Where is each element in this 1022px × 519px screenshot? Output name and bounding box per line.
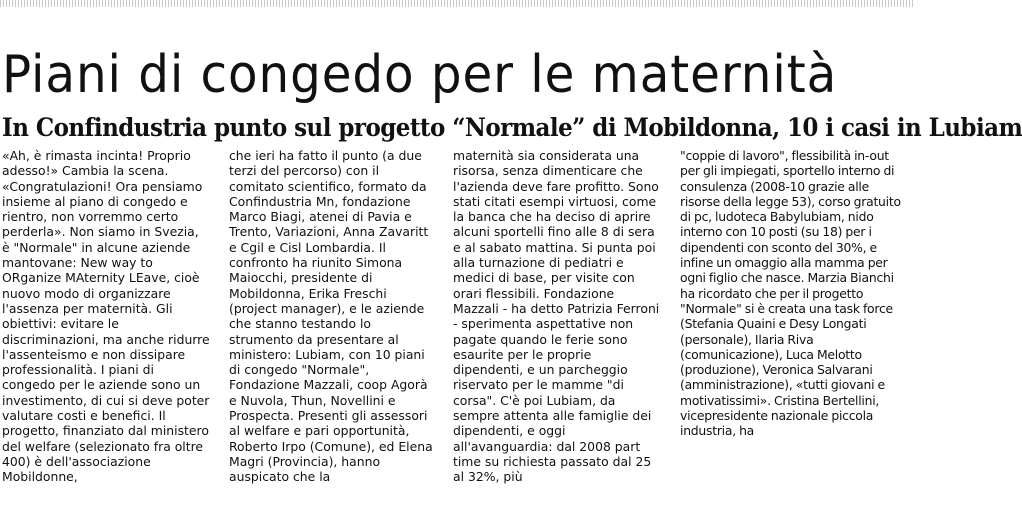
page-top-strip [0, 0, 913, 7]
article-subheadline: In Confindustria punto sul progetto “Normale” di Mobildonna, 10 i casi in Lubiam [2, 112, 1022, 142]
column-text: che ieri ha fatto il punto (a due terzi del percorso) con il comitato scientifico, formato da Confindustria Mn, fondazione Marco Biagi, atenei di Pavia e Trento, Variazioni, Anna Zavaritt e Cgil e Cisl Lombardia. Il confronto ha riunito Simona Maiocchi, presidente di Mobildonna, Erika Freschi (project manager), e le aziende che stanno testando lo strumento da presentare al ministero: Lubiam, con 10 piani di congedo "Normale", Fondazione Mazzali, coop Agorà e Nuvola, Thun, Novellini e Prospecta. Presenti gli assessori al welfare e pari opportunità, Roberto Irpo (Comune), ed Elena Magri (Provincia), hanno auspicato che la [229, 148, 433, 485]
article-column-1 [2, 148, 210, 514]
column-text: maternità sia considerata una risorsa, senza dimenticare che l'azienda deve fare profitto. Sono stati citati esempi virtuosi, come la banca che ha deciso di aprire alcuni sportelli fino alle 8 di sera e al sabato mattina. Si punta poi alla turnazione di pediatri e medici di base, per visite con orari flessibili. Fondazione Mazzali - ha detto Patrizia Ferroni - sperimenta aspettative non pagate quando le ferie sono esaurite per le proprie dipendenti, e un parcheggio riservato per le mamme "di corsa". C'è poi Lubiam, da sempre attenta alle famiglie dei dipendenti, e oggi all'avanguardia: dal 2008 part time su richiesta passato dal 25 al 32%, più [453, 148, 660, 485]
article-headline: Piani di congedo per le maternità [2, 44, 838, 105]
article-column-4 [680, 148, 908, 514]
article-column-2 [229, 148, 436, 514]
column-text: "coppie di lavoro", flessibilità in-out per gli impiegati, sportello interno di consulenza (2008-10 grazie alle risorse della legge 53), corso gratuito di pc, ludoteca Babylubiam, nido interno con 10 posti (su 18) per i dipendenti con sconto del 30%, e infine un omaggio alla mamma per ogni figlio che nasce. Marzia Bianchi ha ricordato che per il progetto "Normale" si è creata una task force (Stefania Quaini e Desy Longati (personale), Ilaria Riva (comunicazione), Luca Melotto (produzione), Veronica Salvarani (amministrazione), «tutti giovani e motivatissimi». Cristina Bertellini, vicepresidente nazionale piccola industria, ha [680, 148, 901, 439]
article-column-3 [453, 148, 660, 514]
column-text: «Ah, è rimasta incinta! Proprio adesso!» Cambia la scena. «Congratulazioni! Ora pensiamo insieme al piano di congedo e rientro, non vorremmo certo perderla». Non siamo in Svezia, è "Normale" in alcune aziende mantovane: New way to ORganize MAternity LEave, cioè nuovo modo di organizzare l'assenza per maternità. Gli obiettivi: evitare le discriminazioni, ma anche ridurre l'assenteismo e non dissipare professionalità. I piani di congedo per le aziende sono un investimento, di cui si deve poter valutare costi e benefici. Il progetto, finanziato dal ministero del welfare (selezionato fra oltre 400) è dell'associazione Mobildonne, [2, 148, 210, 485]
